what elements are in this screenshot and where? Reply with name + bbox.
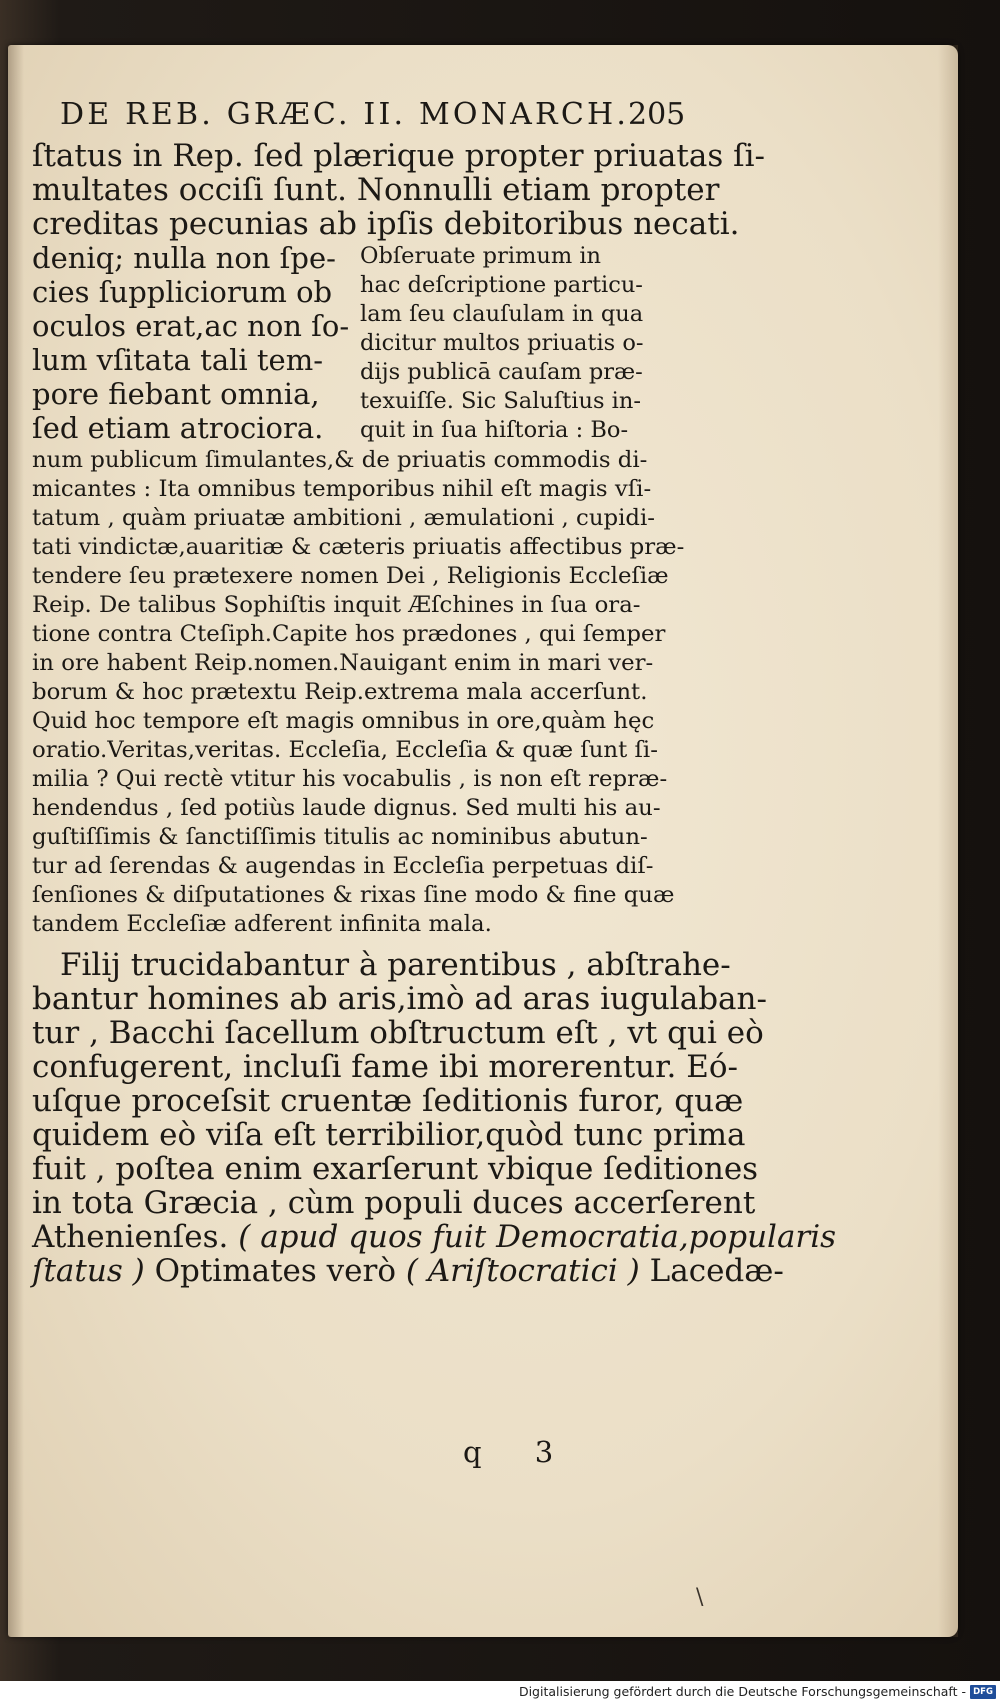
page-edge-shadow bbox=[938, 45, 958, 1637]
body-text: Athenienſes. bbox=[32, 1219, 229, 1255]
body-line: bantur homines ab aris,imò ad aras iugulaban- bbox=[32, 981, 767, 1017]
body-line: fuit , poſtea enim exarſerunt vbique ſeditiones bbox=[32, 1151, 759, 1187]
running-head-title: DE REB. GRÆC. II. MONARCH. bbox=[60, 97, 630, 132]
margin-mark: \ bbox=[696, 1585, 704, 1610]
body-text: Lacedæ- bbox=[649, 1253, 784, 1289]
running-head bbox=[60, 97, 686, 132]
commentary-line: tione contra Cteſiph.Capite hos prædones , qui ſemper bbox=[32, 621, 666, 647]
book-page bbox=[8, 45, 958, 1637]
column-left-line: ſed etiam atrociora. bbox=[32, 411, 324, 445]
commentary-line: micantes : Ita omnibus temporibus nihil eſt magis vſi- bbox=[32, 476, 652, 502]
dfg-logo: DFG bbox=[970, 1685, 996, 1699]
column-right-line: quit in ſua hiſtoria : Bo- bbox=[360, 417, 629, 443]
commentary-line: Reip. De talibus Sophiſtis inquit Æſchines in ſua ora- bbox=[32, 592, 641, 618]
commentary-line: Quid hoc tempore eſt magis omnibus in ore,quàm hęc bbox=[32, 708, 655, 734]
body-line: quidem eò viſa eſt terribilior,quòd tunc prima bbox=[32, 1117, 746, 1153]
commentary-line: tendere ſeu prætexere nomen Dei , Religionis Eccleſiæ bbox=[32, 563, 669, 589]
body-line: creditas pecunias ab ipſis debitoribus necati. bbox=[32, 206, 740, 242]
commentary-line: tandem Eccleſiæ adferent infinita mala. bbox=[32, 911, 492, 937]
commentary-line: borum & hoc prætextu Reip.extrema mala accerſunt. bbox=[32, 679, 648, 705]
body-line: Filij trucidabantur à parentibus , abſtrahe- bbox=[60, 947, 731, 983]
commentary-line: oratio.Veritas,veritas. Eccleſia, Eccleſia & quæ ſunt ſi- bbox=[32, 737, 658, 763]
body-line bbox=[32, 1253, 784, 1289]
column-right-line: lam ſeu clauſulam in qua bbox=[360, 301, 644, 327]
column-left-line: pore fiebant omnia, bbox=[32, 377, 320, 411]
body-line bbox=[32, 1219, 837, 1255]
column-right-line: hac deſcriptione particu- bbox=[360, 272, 643, 298]
commentary-line: guſtiſſimis & ſanctiſſimis titulis ac nominibus abutun- bbox=[32, 824, 648, 850]
page-gutter-shadow bbox=[8, 45, 24, 1637]
page-number: 205 bbox=[628, 97, 686, 132]
commentary-line: tatum , quàm priuatæ ambitioni , æmulationi , cupidi- bbox=[32, 505, 655, 531]
column-right-line: dijs publicā cauſam præ- bbox=[360, 359, 643, 385]
column-left-line: cies ſuppliciorum ob bbox=[32, 275, 333, 309]
italic-gloss: ( apud quos fuit Democratia,popularis bbox=[238, 1219, 837, 1255]
commentary-line: milia ? Qui rectè vtitur his vocabulis , is non eſt repræ- bbox=[32, 766, 668, 792]
column-left-line: lum vſitata tali tem- bbox=[32, 343, 323, 377]
body-text: Optimates verò bbox=[154, 1253, 396, 1289]
body-line: confugerent, incluſi fame ibi morerentur. Eó- bbox=[32, 1049, 739, 1085]
commentary-line: in ore habent Reip.nomen.Nauigant enim in mari ver- bbox=[32, 650, 654, 676]
commentary-line: hendendus , ſed potiùs laude dignus. Sed multi his au- bbox=[32, 795, 661, 821]
footer-credit: Digitalisierung gefördert durch die Deutsche Forschungsgemeinschaft - bbox=[518, 1684, 966, 1699]
commentary-line: tur ad ſerendas & augendas in Eccleſia perpetuas diſ- bbox=[32, 853, 654, 879]
italic-gloss: ( Ariſtocratici ) bbox=[405, 1253, 640, 1289]
italic-gloss: ſtatus ) bbox=[32, 1253, 145, 1289]
body-line: uſque proceſsit cruentæ ſeditionis furor, quæ bbox=[32, 1083, 744, 1119]
column-right-line: texuiſſe. Sic Saluſtius in- bbox=[360, 388, 641, 414]
body-line: multates occiſi ſunt. Nonnulli etiam propter bbox=[32, 172, 720, 208]
signature-mark: q 3 bbox=[463, 1435, 576, 1469]
body-line: in tota Græcia , cùm populi duces accerſerent bbox=[32, 1185, 756, 1221]
column-left-line: deniq; nulla non ſpe- bbox=[32, 241, 336, 275]
commentary-line: num publicum ſimulantes,& de priuatis commodis di- bbox=[32, 447, 648, 473]
column-left-line: oculos erat,ac non ſo- bbox=[32, 309, 350, 343]
column-right-line: dicitur multos priuatis o- bbox=[360, 330, 644, 356]
body-line: ſtatus in Rep. ſed plærique propter priuatas ſi- bbox=[32, 138, 765, 174]
commentary-line: tati vindictæ,auaritiæ & cæteris priuatis affectibus præ- bbox=[32, 534, 685, 560]
body-line: tur , Bacchi ſacellum obſtructum eſt , vt qui eò bbox=[32, 1015, 764, 1051]
commentary-line: ſenſiones & diſputationes & rixas ſine modo & fine quæ bbox=[32, 882, 675, 908]
column-right-line: Obſeruate primum in bbox=[360, 243, 602, 269]
digitization-footer bbox=[0, 1681, 1000, 1703]
